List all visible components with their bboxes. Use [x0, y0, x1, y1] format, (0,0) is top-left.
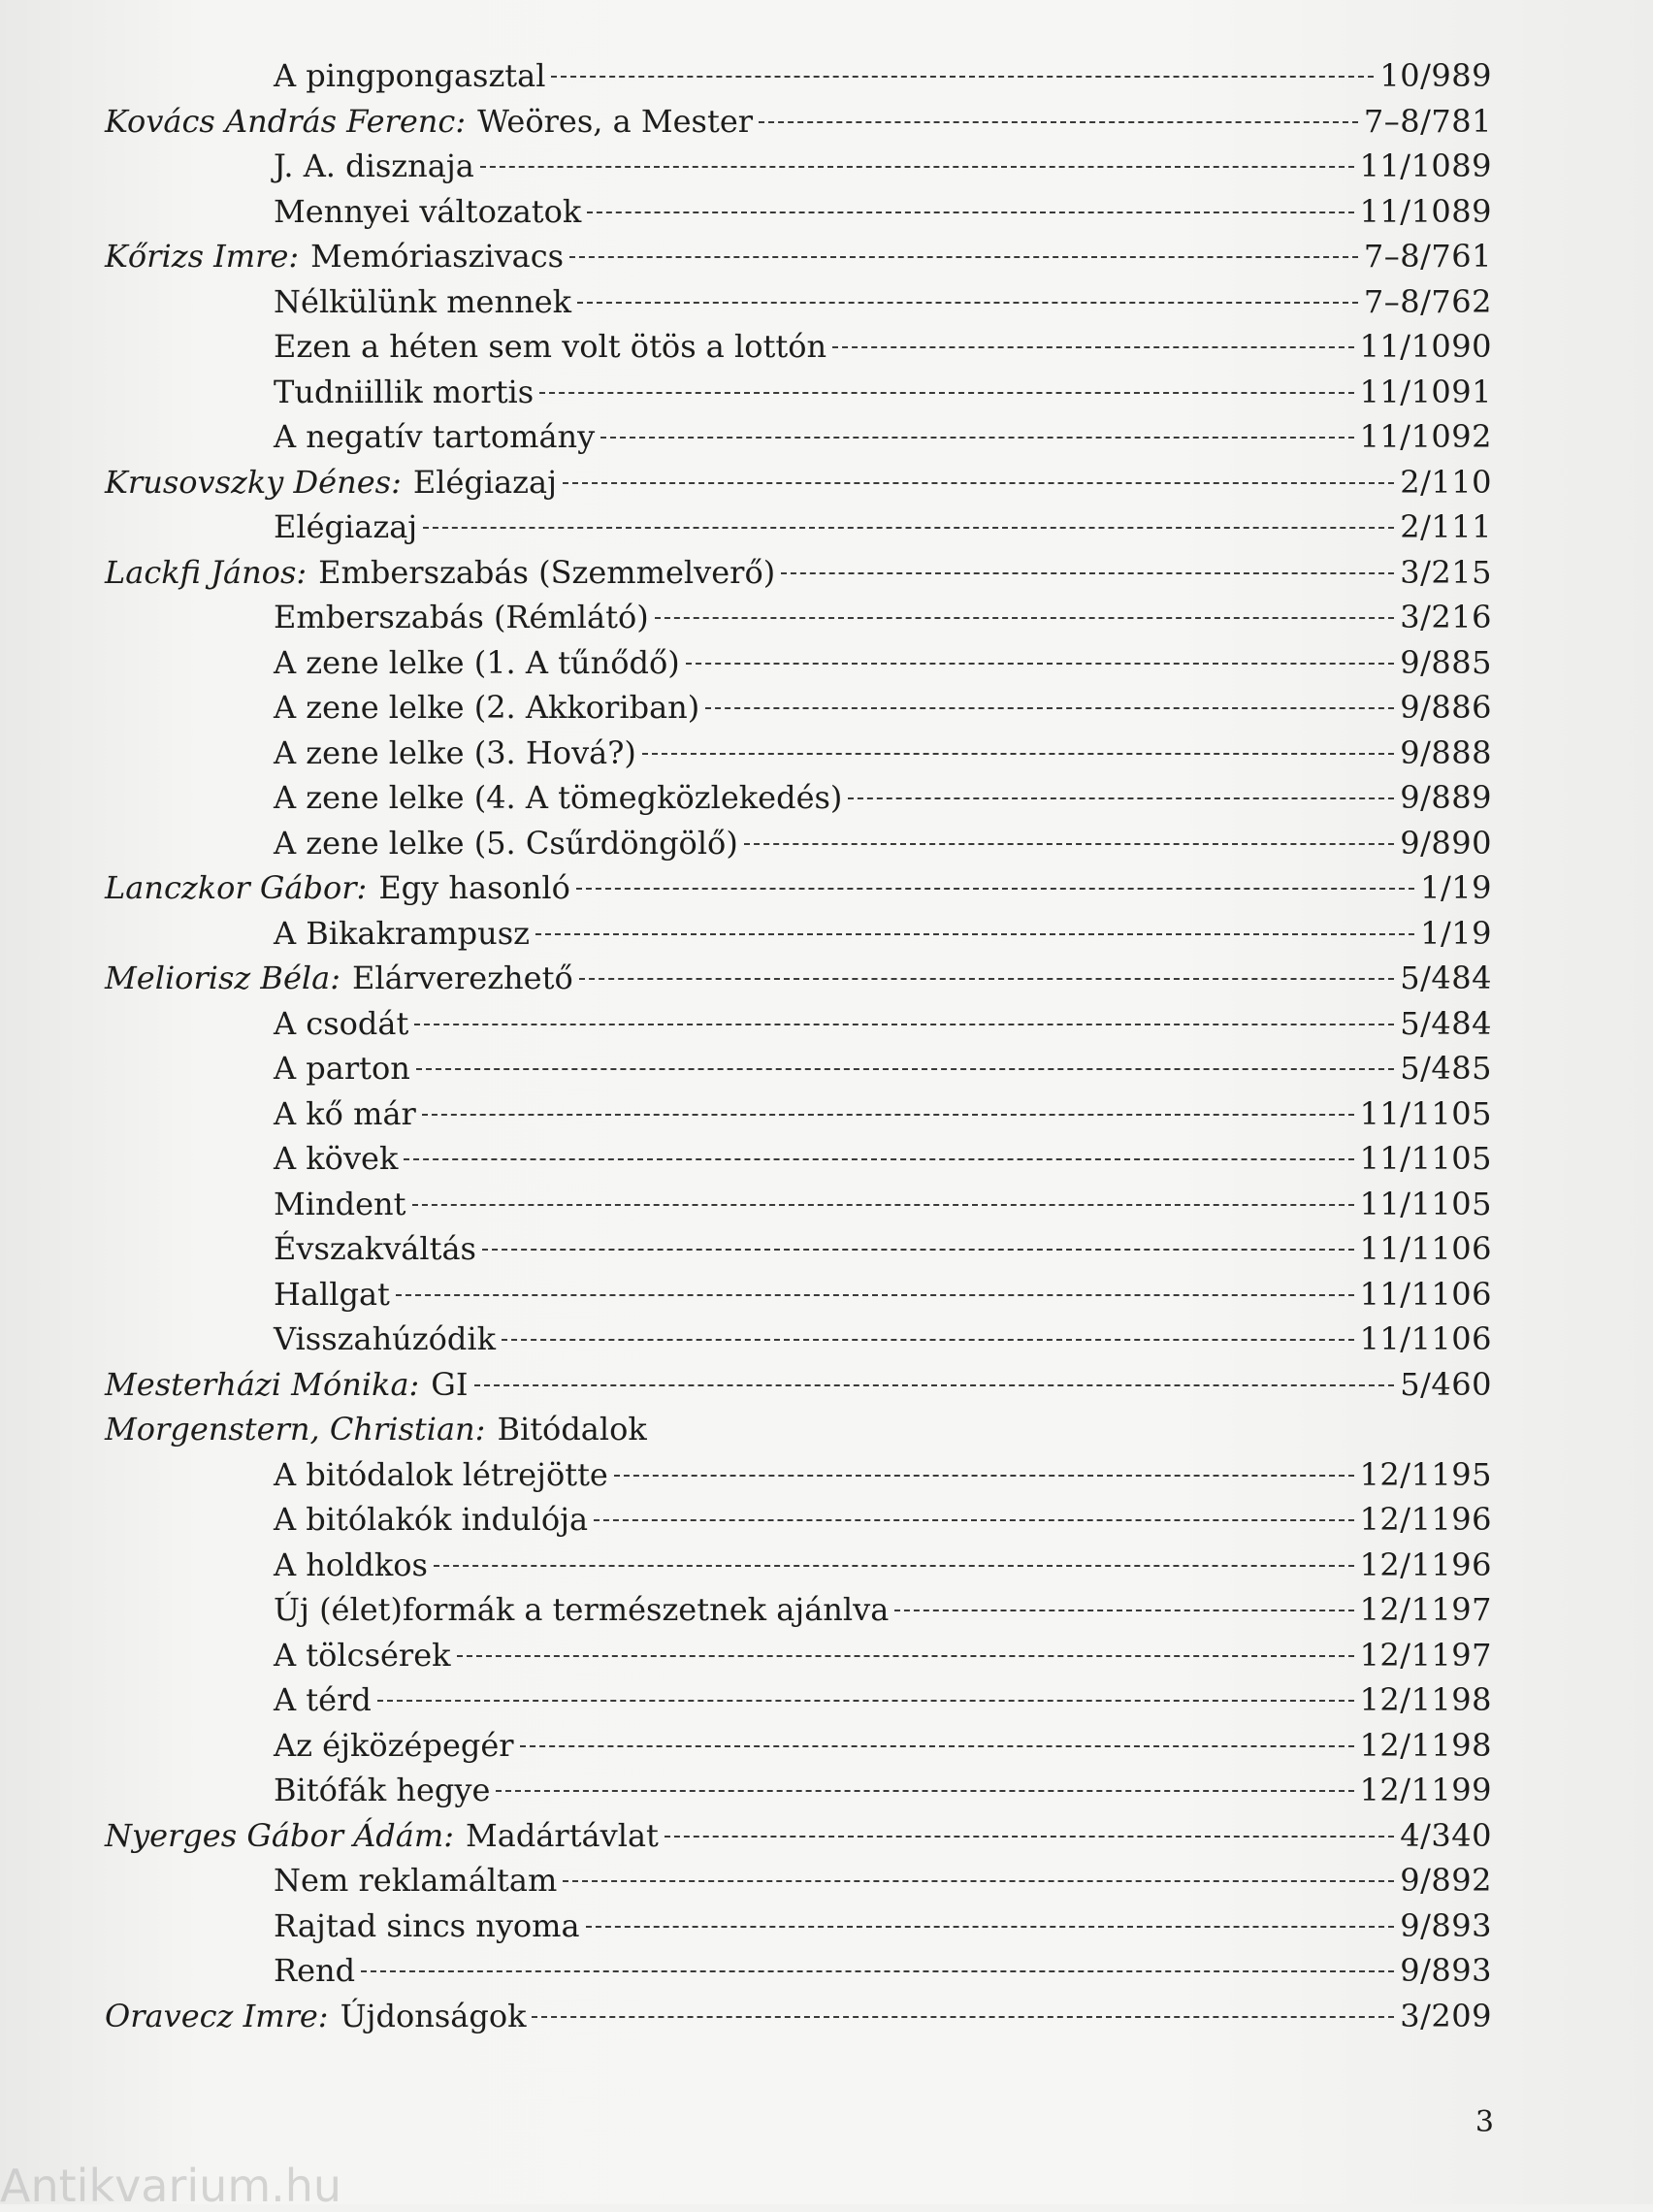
dotted-leader [587, 211, 1353, 213]
entry-title: Egy hasonló [378, 869, 570, 906]
dotted-leader [563, 1879, 1394, 1882]
dotted-leader [496, 1789, 1353, 1792]
toc-entry [105, 595, 1492, 640]
dotted-leader [416, 1067, 1394, 1070]
entry-page-ref: 9/893 [1400, 1906, 1492, 1944]
entry-title: A pingpongasztal [274, 57, 546, 94]
dotted-leader [551, 75, 1374, 78]
toc-entry [105, 504, 1492, 550]
entry-title: Mennyei változatok [274, 192, 582, 230]
toc-entry [105, 731, 1492, 776]
entry-page-ref: 11/1106 [1359, 1230, 1492, 1267]
entry-title: Emberszabás (Rémlátó) [274, 599, 649, 635]
toc-entry [105, 1317, 1492, 1362]
entry-author: Kovács András Ferenc: [105, 102, 467, 140]
toc-entry [105, 1677, 1492, 1723]
entry-page-ref: 11/1106 [1359, 1275, 1492, 1313]
toc-entry [105, 1543, 1492, 1588]
entry-page-ref: 11/1106 [1359, 1320, 1492, 1357]
toc-entry [105, 1001, 1492, 1047]
entry-page-ref: 2/111 [1400, 508, 1492, 545]
toc-entry [105, 370, 1492, 415]
entry-title: J. A. disznaja [274, 147, 474, 184]
entry-title: A holdkos [274, 1545, 428, 1583]
dotted-leader [539, 391, 1353, 394]
entry-page-ref: 12/1195 [1359, 1455, 1492, 1493]
entry-page-ref: 5/484 [1400, 960, 1492, 996]
dotted-leader [404, 1157, 1353, 1160]
entry-page-ref: 2/110 [1400, 463, 1492, 501]
entry-page-ref: 11/1092 [1359, 418, 1492, 455]
toc-entry [105, 144, 1492, 189]
entry-title: A tölcsérek [274, 1636, 451, 1674]
table-of-contents [105, 53, 1492, 2038]
toc-entry [105, 1182, 1492, 1227]
toc-entry [105, 1272, 1492, 1317]
dotted-leader [600, 436, 1353, 439]
entry-title: Elégiazaj [274, 508, 418, 545]
toc-entry [105, 1091, 1492, 1137]
dotted-leader [579, 977, 1395, 980]
entry-title: Mindent [274, 1185, 406, 1222]
entry-page-ref: 12/1196 [1359, 1545, 1492, 1583]
entry-title: A zene lelke (4. A tömegközlekedés) [274, 779, 843, 816]
toc-entry [105, 1587, 1492, 1633]
entry-title: Az éjközépegér [274, 1726, 514, 1764]
dotted-leader [535, 932, 1414, 935]
entry-title: A zene lelke (2. Akkoriban) [274, 689, 700, 726]
entry-title: Új (élet)formák a természetnek ajánlva [274, 1591, 890, 1628]
dotted-leader [705, 706, 1394, 709]
toc-entry [105, 911, 1492, 957]
dotted-leader [642, 752, 1394, 755]
entry-page-ref: 1/19 [1420, 914, 1492, 952]
toc-entry [105, 1136, 1492, 1182]
entry-title: A csodát [274, 1004, 409, 1042]
entry-author: Kőrizs Imre: [105, 238, 300, 275]
entry-page-ref: 5/484 [1400, 1004, 1492, 1042]
toc-entry [105, 865, 1492, 911]
entry-author: Meliorisz Béla: [105, 960, 340, 996]
toc-entry [105, 1046, 1492, 1091]
entry-page-ref: 11/1090 [1359, 328, 1492, 365]
entry-page-ref: 9/889 [1400, 779, 1492, 816]
entry-page-ref: 12/1197 [1359, 1591, 1492, 1628]
dotted-leader [848, 797, 1394, 799]
entry-title: Rajtad sincs nyoma [274, 1906, 580, 1944]
dotted-leader [586, 1925, 1395, 1928]
entry-page-ref: 11/1105 [1359, 1185, 1492, 1222]
entry-page-ref: 12/1197 [1359, 1636, 1492, 1674]
entry-title: Rend [274, 1952, 356, 1989]
dotted-leader [686, 662, 1395, 665]
entry-page-ref: 9/886 [1400, 689, 1492, 726]
entry-page-ref: 3/209 [1400, 1997, 1492, 2034]
dotted-leader [520, 1744, 1354, 1747]
entry-title: A zene lelke (3. Hová?) [274, 733, 636, 771]
entry-page-ref: 3/216 [1400, 599, 1492, 635]
entry-title: A negatív tartomány [274, 418, 596, 455]
entry-title: GI [431, 1365, 469, 1403]
toc-entry [105, 685, 1492, 731]
entry-title: Ezen a héten sem volt ötös a lottón [274, 328, 827, 365]
dotted-leader [457, 1654, 1354, 1657]
entry-title: A bitódalok létrejötte [274, 1455, 608, 1493]
dotted-leader [744, 842, 1394, 845]
entry-title: Hallgat [274, 1275, 390, 1313]
entry-author: Oravecz Imre: [105, 1997, 329, 2034]
toc-entry [105, 1903, 1492, 1949]
toc-entry [105, 1633, 1492, 1678]
dotted-leader [412, 1203, 1354, 1206]
toc-entry [105, 1723, 1492, 1769]
dotted-leader [480, 165, 1354, 168]
toc-entry [105, 279, 1492, 325]
entry-title: Elégiazaj [412, 463, 558, 501]
toc-entry [105, 1362, 1492, 1408]
dotted-leader [474, 1383, 1395, 1386]
entry-author: Lanczkor Gábor: [105, 869, 368, 906]
entry-title: Tudniillik mortis [274, 373, 535, 410]
dotted-leader [569, 255, 1358, 258]
toc-entry [105, 550, 1492, 596]
entry-title: Bitófák hegye [274, 1772, 491, 1808]
toc-entry [105, 821, 1492, 866]
entry-title: Évszakváltás [274, 1230, 476, 1267]
toc-entry [105, 414, 1492, 460]
entry-page-ref: 9/888 [1400, 733, 1492, 771]
toc-entry [105, 1948, 1492, 1994]
entry-page-ref: 10/989 [1379, 57, 1492, 94]
dotted-leader [577, 301, 1358, 304]
toc-entry [105, 1858, 1492, 1903]
toc-entry [105, 1407, 1492, 1452]
dotted-leader [532, 2015, 1394, 2018]
entry-page-ref: 9/893 [1400, 1952, 1492, 1989]
dotted-leader [664, 1835, 1394, 1838]
toc-entry [105, 460, 1492, 505]
entry-title: Visszahúzódik [274, 1320, 497, 1357]
entry-page-ref: 11/1105 [1359, 1140, 1492, 1177]
toc-entry [105, 1226, 1492, 1272]
entry-title: Memóriaszivacs [310, 238, 565, 275]
entry-page-ref: 7–8/761 [1363, 238, 1492, 275]
toc-entry [105, 53, 1492, 99]
dotted-leader [563, 481, 1394, 484]
entry-title: Weöres, a Mester [477, 102, 754, 140]
entry-author: Krusovszky Dénes: [105, 463, 402, 501]
entry-title: A parton [274, 1050, 410, 1087]
entry-page-ref: 3/215 [1400, 553, 1492, 591]
entry-page-ref: 12/1199 [1359, 1772, 1492, 1808]
dotted-leader [361, 1969, 1394, 1972]
entry-title: Elárverezhető [351, 960, 573, 996]
entry-title: A térd [274, 1681, 372, 1718]
dotted-leader [655, 616, 1395, 619]
entry-title: A zene lelke (1. A tűnődő) [274, 643, 680, 681]
dotted-leader [781, 571, 1394, 574]
dotted-leader [502, 1338, 1354, 1341]
entry-author: Nyerges Gábor Ádám: [105, 1816, 454, 1854]
entry-title: A bitólakók indulója [274, 1501, 589, 1538]
toc-entry [105, 956, 1492, 1001]
dotted-leader [434, 1564, 1354, 1567]
toc-entry [105, 1452, 1492, 1498]
dotted-leader [414, 1023, 1394, 1025]
dotted-leader [614, 1474, 1354, 1477]
watermark: Antikvarium.hu [0, 2160, 342, 2212]
entry-page-ref: 12/1196 [1359, 1501, 1492, 1538]
dotted-leader [832, 345, 1353, 348]
entry-page-ref: 7–8/762 [1363, 282, 1492, 320]
dotted-leader [759, 120, 1358, 123]
entry-page-ref: 11/1089 [1359, 147, 1492, 184]
entry-page-ref: 9/885 [1400, 643, 1492, 681]
entry-title: A kő már [274, 1094, 416, 1132]
dotted-leader [422, 1113, 1354, 1116]
entry-page-ref: 9/890 [1400, 824, 1492, 862]
entry-title: A Bikakrampusz [274, 914, 530, 952]
toc-entry [105, 1497, 1492, 1543]
entry-title: Nem reklamáltam [274, 1862, 558, 1899]
toc-entry [105, 1813, 1492, 1859]
entry-title: A kövek [274, 1140, 399, 1177]
entry-author: Morgenstern, Christian: [105, 1411, 486, 1448]
entry-page-ref: 4/340 [1400, 1816, 1492, 1854]
entry-page-ref: 12/1198 [1359, 1681, 1492, 1718]
entry-page-ref: 11/1089 [1359, 192, 1492, 230]
entry-page-ref: 5/460 [1400, 1365, 1492, 1403]
toc-entry [105, 99, 1492, 145]
entry-author: Lackfi János: [105, 553, 308, 591]
dotted-leader [594, 1518, 1353, 1521]
toc-entry [105, 1994, 1492, 2039]
toc-entry [105, 1768, 1492, 1813]
entry-page-ref: 11/1091 [1359, 373, 1492, 410]
entry-title: Bitódalok [497, 1411, 647, 1448]
entry-title: Nélkülünk mennek [274, 282, 572, 320]
entry-page-ref: 11/1105 [1359, 1094, 1492, 1132]
entry-page-ref: 7–8/781 [1363, 102, 1492, 140]
toc-entry [105, 640, 1492, 686]
toc-entry [105, 234, 1492, 279]
entry-page-ref: 5/485 [1400, 1050, 1492, 1087]
dotted-leader [482, 1248, 1354, 1251]
entry-title: Újdonságok [340, 1997, 527, 2034]
toc-entry [105, 189, 1492, 235]
entry-page-ref: 9/892 [1400, 1862, 1492, 1899]
dotted-leader [576, 887, 1414, 890]
entry-title: Madártávlat [465, 1816, 659, 1854]
entry-title: A zene lelke (5. Csűrdöngölő) [274, 824, 738, 862]
dotted-leader [423, 526, 1394, 529]
entry-page-ref: 1/19 [1420, 869, 1492, 906]
dotted-leader [894, 1609, 1353, 1611]
page-number: 3 [1475, 2105, 1494, 2139]
toc-entry [105, 324, 1492, 370]
dotted-leader [396, 1293, 1354, 1296]
toc-entry [105, 775, 1492, 821]
entry-author: Mesterházi Mónika: [105, 1365, 420, 1403]
entry-page-ref: 12/1198 [1359, 1726, 1492, 1764]
dotted-leader [377, 1699, 1354, 1702]
entry-title: Emberszabás (Szemmelverő) [318, 553, 776, 591]
